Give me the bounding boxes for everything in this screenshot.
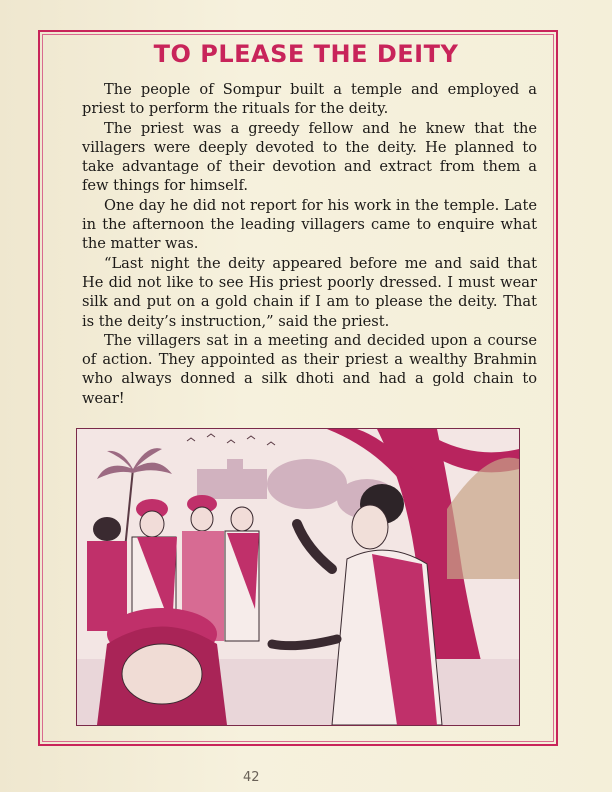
story-title: TO PLEASE THE DEITY — [153, 40, 459, 68]
story-text — [82, 80, 537, 408]
paragraph-3: One day he did not report for his work in the temple. Late in the afternoon the leading villagers came to enquire what the matter was. — [82, 196, 537, 253]
paragraph-5: The villagers sat in a meeting and decided upon a course of action. They appointed as their priest a wealthy Brahmin who always donned a silk dhoti and had a gold chain to wear! — [82, 331, 537, 407]
page-number: 42 — [243, 770, 260, 785]
story-illustration — [76, 428, 520, 726]
paragraph-4: “Last night the deity appeared before me and said that He did not like to see His priest poorly dressed. I must wear silk and put on a gold chain if I am to please the deity. That is the deity’s instruction,” said the priest. — [82, 254, 537, 330]
illustration-drawing — [77, 429, 519, 725]
paragraph-1: The people of Sompur built a temple and employed a priest to perform the rituals for the deity. — [82, 81, 537, 118]
paragraph-2: The priest was a greedy fellow and he knew that the villagers were deeply devoted to the deity. He planned to take advantage of their devotion and extract from them a few things for himself. — [82, 119, 537, 195]
